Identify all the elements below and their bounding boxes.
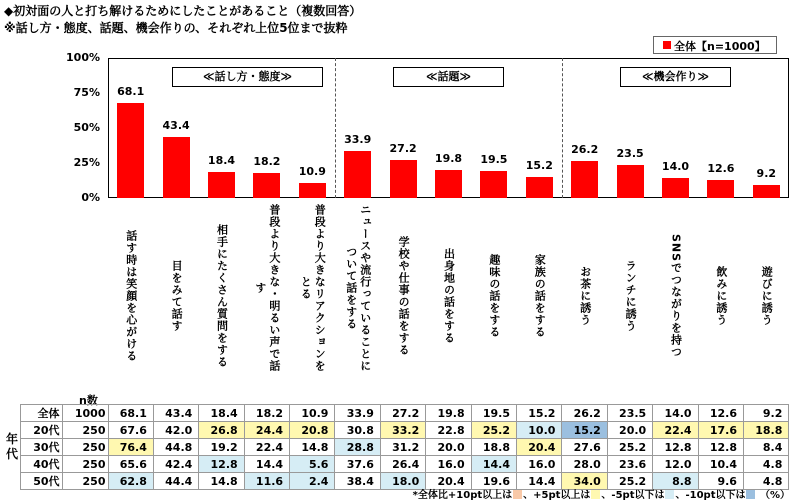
category-label [701, 204, 741, 391]
legend-swatch [663, 41, 671, 49]
table-cell: 67.6 [108, 422, 153, 439]
data-label: 19.8 [434, 152, 463, 166]
row-label: 30代 [20, 439, 62, 456]
table-cell: 18.2 [244, 405, 289, 422]
table-cell: 27.2 [380, 405, 425, 422]
table-cell: 20.0 [426, 439, 471, 456]
category-label [656, 204, 696, 391]
table-cell: 12.8 [698, 439, 743, 456]
group-divider [562, 58, 563, 198]
bar [390, 160, 417, 198]
note-minus5-text: 、-5pt以下は [601, 490, 665, 501]
table-cell: 22.4 [244, 439, 289, 456]
table-cell: 38.4 [335, 473, 380, 490]
data-label: 27.2 [389, 141, 417, 155]
table-cell: 23.5 [607, 405, 652, 422]
table-cell: 5.6 [290, 456, 335, 473]
table-cell: 10.9 [290, 405, 335, 422]
bar [662, 178, 689, 198]
category-label [610, 204, 650, 391]
table-cell: 18.8 [743, 422, 788, 439]
row-n-count: 250 [62, 456, 108, 473]
row-n-count: 250 [62, 439, 108, 456]
category-label [338, 204, 378, 375]
data-label: 18.2 [253, 154, 281, 168]
table-cell: 25.2 [607, 473, 652, 490]
table-cell: 11.6 [244, 473, 289, 490]
category-text: ランチに誘う [624, 260, 638, 332]
table-cell: 14.4 [517, 473, 562, 490]
table-row [0, 439, 789, 456]
row-label: 20代 [20, 422, 62, 439]
table-cell: 37.6 [335, 456, 380, 473]
category-label [429, 204, 469, 391]
bar [571, 161, 598, 198]
bar [480, 171, 507, 198]
note-plus10-text: *全体比+10pt以上は [412, 490, 513, 501]
chart-title: ◆初対面の人と打ち解けるためにしたことがあること（複数回答） [4, 4, 362, 18]
table-cell: 25.2 [471, 422, 516, 439]
data-label: 10.9 [298, 164, 326, 178]
table-cell: 20.8 [290, 422, 335, 439]
table-cell: 34.0 [562, 473, 607, 490]
category-text: 遊びに誘う [760, 266, 774, 326]
table-cell: 19.5 [471, 405, 516, 422]
table-cell: 33.2 [380, 422, 425, 439]
plus5-swatch [591, 490, 600, 499]
group-divider [335, 58, 336, 198]
table-cell: 26.4 [380, 456, 425, 473]
table-cell: 28.8 [335, 439, 380, 456]
minus5-swatch [665, 490, 674, 499]
category-label [111, 204, 151, 391]
table-cell: 30.8 [335, 422, 380, 439]
table-cell: 12.0 [653, 456, 698, 473]
y-tick-label: 25% [73, 156, 100, 169]
table-cell: 14.0 [653, 405, 698, 422]
data-label: 18.4 [207, 154, 236, 168]
table-cell: 2.4 [290, 473, 335, 490]
row-label: 50代 [20, 473, 62, 490]
unit-label: （%） [759, 490, 790, 501]
table-cell: 9.2 [743, 405, 788, 422]
bar [344, 151, 371, 198]
y-tick-label: 75% [73, 86, 100, 99]
table-cell: 19.8 [426, 405, 471, 422]
table-cell: 10.4 [698, 456, 743, 473]
table-cell: 18.4 [199, 405, 244, 422]
table-cell: 19.6 [471, 473, 516, 490]
data-label: 33.9 [344, 132, 372, 146]
y-tick-label: 50% [73, 121, 100, 134]
table-cell: 33.9 [335, 405, 380, 422]
minus10-swatch [746, 490, 755, 499]
table-spacer [0, 473, 20, 490]
table-cell: 19.2 [199, 439, 244, 456]
bar [707, 180, 734, 198]
table-cell: 27.6 [562, 439, 607, 456]
category-text: お茶に誘う [578, 266, 592, 326]
bar [617, 165, 644, 198]
category-label [565, 204, 605, 391]
row-label: 全体 [20, 405, 62, 422]
group-label: ≪機会作り≫ [620, 67, 731, 87]
plus10-swatch [513, 490, 522, 499]
category-text: 普段より大きな・明るい声で話す [253, 204, 281, 372]
table-cell: 8.8 [653, 473, 698, 490]
category-text: 普段より大きなリアクションをとる [299, 204, 327, 372]
n-count-label: n数 [79, 394, 98, 407]
table-cell: 44.8 [153, 439, 198, 456]
table-cell: 28.0 [562, 456, 607, 473]
table-cell: 14.8 [199, 473, 244, 490]
table-cell: 10.0 [517, 422, 562, 439]
table-cell: 42.0 [153, 422, 198, 439]
age-group-char: 年 [6, 432, 19, 446]
category-label [247, 204, 287, 375]
category-text: 話す時は笑顔を心がける [124, 230, 138, 362]
table-cell: 18.0 [380, 473, 425, 490]
table-cell: 16.0 [517, 456, 562, 473]
table-cell: 8.4 [743, 439, 788, 456]
category-label [519, 204, 559, 391]
table-cell: 26.8 [199, 422, 244, 439]
table-cell: 4.8 [743, 473, 788, 490]
bar [163, 137, 190, 198]
category-text: 飲みに誘う [714, 266, 728, 326]
y-tick-label: 100% [66, 51, 100, 64]
category-label [292, 204, 332, 375]
data-label: 68.1 [117, 84, 145, 98]
chart-subtitle: ※話し方・態度、話題、機会作りの、それぞれ上位5位まで抜粋 [4, 21, 348, 35]
table-cell: 23.6 [607, 456, 652, 473]
table-cell: 14.4 [244, 456, 289, 473]
data-label: 9.2 [756, 167, 777, 181]
table-cell: 20.4 [426, 473, 471, 490]
table-cell: 17.6 [698, 422, 743, 439]
category-label [156, 204, 196, 391]
category-text: ニュースや流行っていることについて話をする [344, 204, 372, 372]
category-text: 学校や仕事の話をする [397, 236, 411, 356]
table-cell: 12.8 [653, 439, 698, 456]
table-cell: 42.4 [153, 456, 198, 473]
category-text: 趣味の話をする [487, 254, 501, 338]
age-group-label [6, 432, 18, 462]
table-row [0, 422, 789, 439]
category-text: 出身地の話をする [442, 248, 456, 344]
category-label [474, 204, 514, 391]
legend-label: 全体【n=1000】 [674, 40, 766, 53]
category-label [746, 204, 786, 391]
table-cell: 20.4 [517, 439, 562, 456]
table-cell: 4.8 [743, 456, 788, 473]
table-cell: 65.6 [108, 456, 153, 473]
table-cell: 31.2 [380, 439, 425, 456]
table-cell: 15.2 [517, 405, 562, 422]
table-cell: 62.8 [108, 473, 153, 490]
table-cell: 44.4 [153, 473, 198, 490]
row-n-count: 250 [62, 473, 108, 490]
color-key-note [413, 486, 790, 501]
category-label [202, 204, 242, 391]
bar [253, 173, 280, 198]
table-row [0, 456, 789, 473]
table-cell: 14.4 [471, 456, 516, 473]
table-cell: 68.1 [108, 405, 153, 422]
table-cell: 16.0 [426, 456, 471, 473]
data-label: 23.5 [616, 147, 644, 161]
table-cell: 43.4 [153, 405, 198, 422]
bar [117, 103, 144, 198]
table-cell: 22.4 [653, 422, 698, 439]
age-group-char: 代 [6, 447, 19, 461]
note-minus10-text: 、-10pt以下は [675, 490, 746, 501]
bar [208, 172, 235, 198]
data-label: 14.0 [661, 160, 690, 174]
bar [435, 170, 462, 198]
bar [526, 177, 553, 198]
category-text: 家族の話をする [533, 254, 547, 338]
legend [653, 36, 777, 54]
row-n-count: 250 [62, 422, 108, 439]
data-label: 12.6 [707, 162, 735, 176]
table-cell: 22.8 [426, 422, 471, 439]
category-label [383, 204, 423, 391]
data-label: 26.2 [571, 143, 599, 157]
bar [299, 183, 326, 198]
table-spacer [0, 405, 20, 422]
group-label: ≪話題≫ [393, 67, 504, 87]
row-label: 40代 [20, 456, 62, 473]
data-label: 15.2 [525, 158, 553, 172]
table-cell: 12.8 [199, 456, 244, 473]
table-cell: 76.4 [108, 439, 153, 456]
table-cell: 20.0 [607, 422, 652, 439]
table-cell: 26.2 [562, 405, 607, 422]
data-label: 43.4 [162, 119, 190, 133]
table-cell: 15.2 [562, 422, 607, 439]
table-cell: 9.6 [698, 473, 743, 490]
table-cell: 12.6 [698, 405, 743, 422]
category-text: SNSでつながりを持つ [669, 233, 683, 359]
category-text: 相手にたくさん質問をする [215, 224, 229, 368]
group-label: ≪話し方・態度≫ [172, 67, 323, 87]
table-cell: 24.4 [244, 422, 289, 439]
category-text: 目をみて話す [170, 260, 184, 332]
y-tick-label: 0% [81, 191, 100, 204]
table-row [0, 405, 789, 422]
table-cell: 18.8 [471, 439, 516, 456]
bar [753, 185, 780, 198]
data-label: 19.5 [480, 152, 508, 166]
note-plus5-text: 、+5pt以上は [523, 490, 591, 501]
row-n-count: 1000 [62, 405, 108, 422]
breakdown-table [0, 404, 789, 490]
table-cell: 25.2 [607, 439, 652, 456]
table-cell: 14.8 [290, 439, 335, 456]
